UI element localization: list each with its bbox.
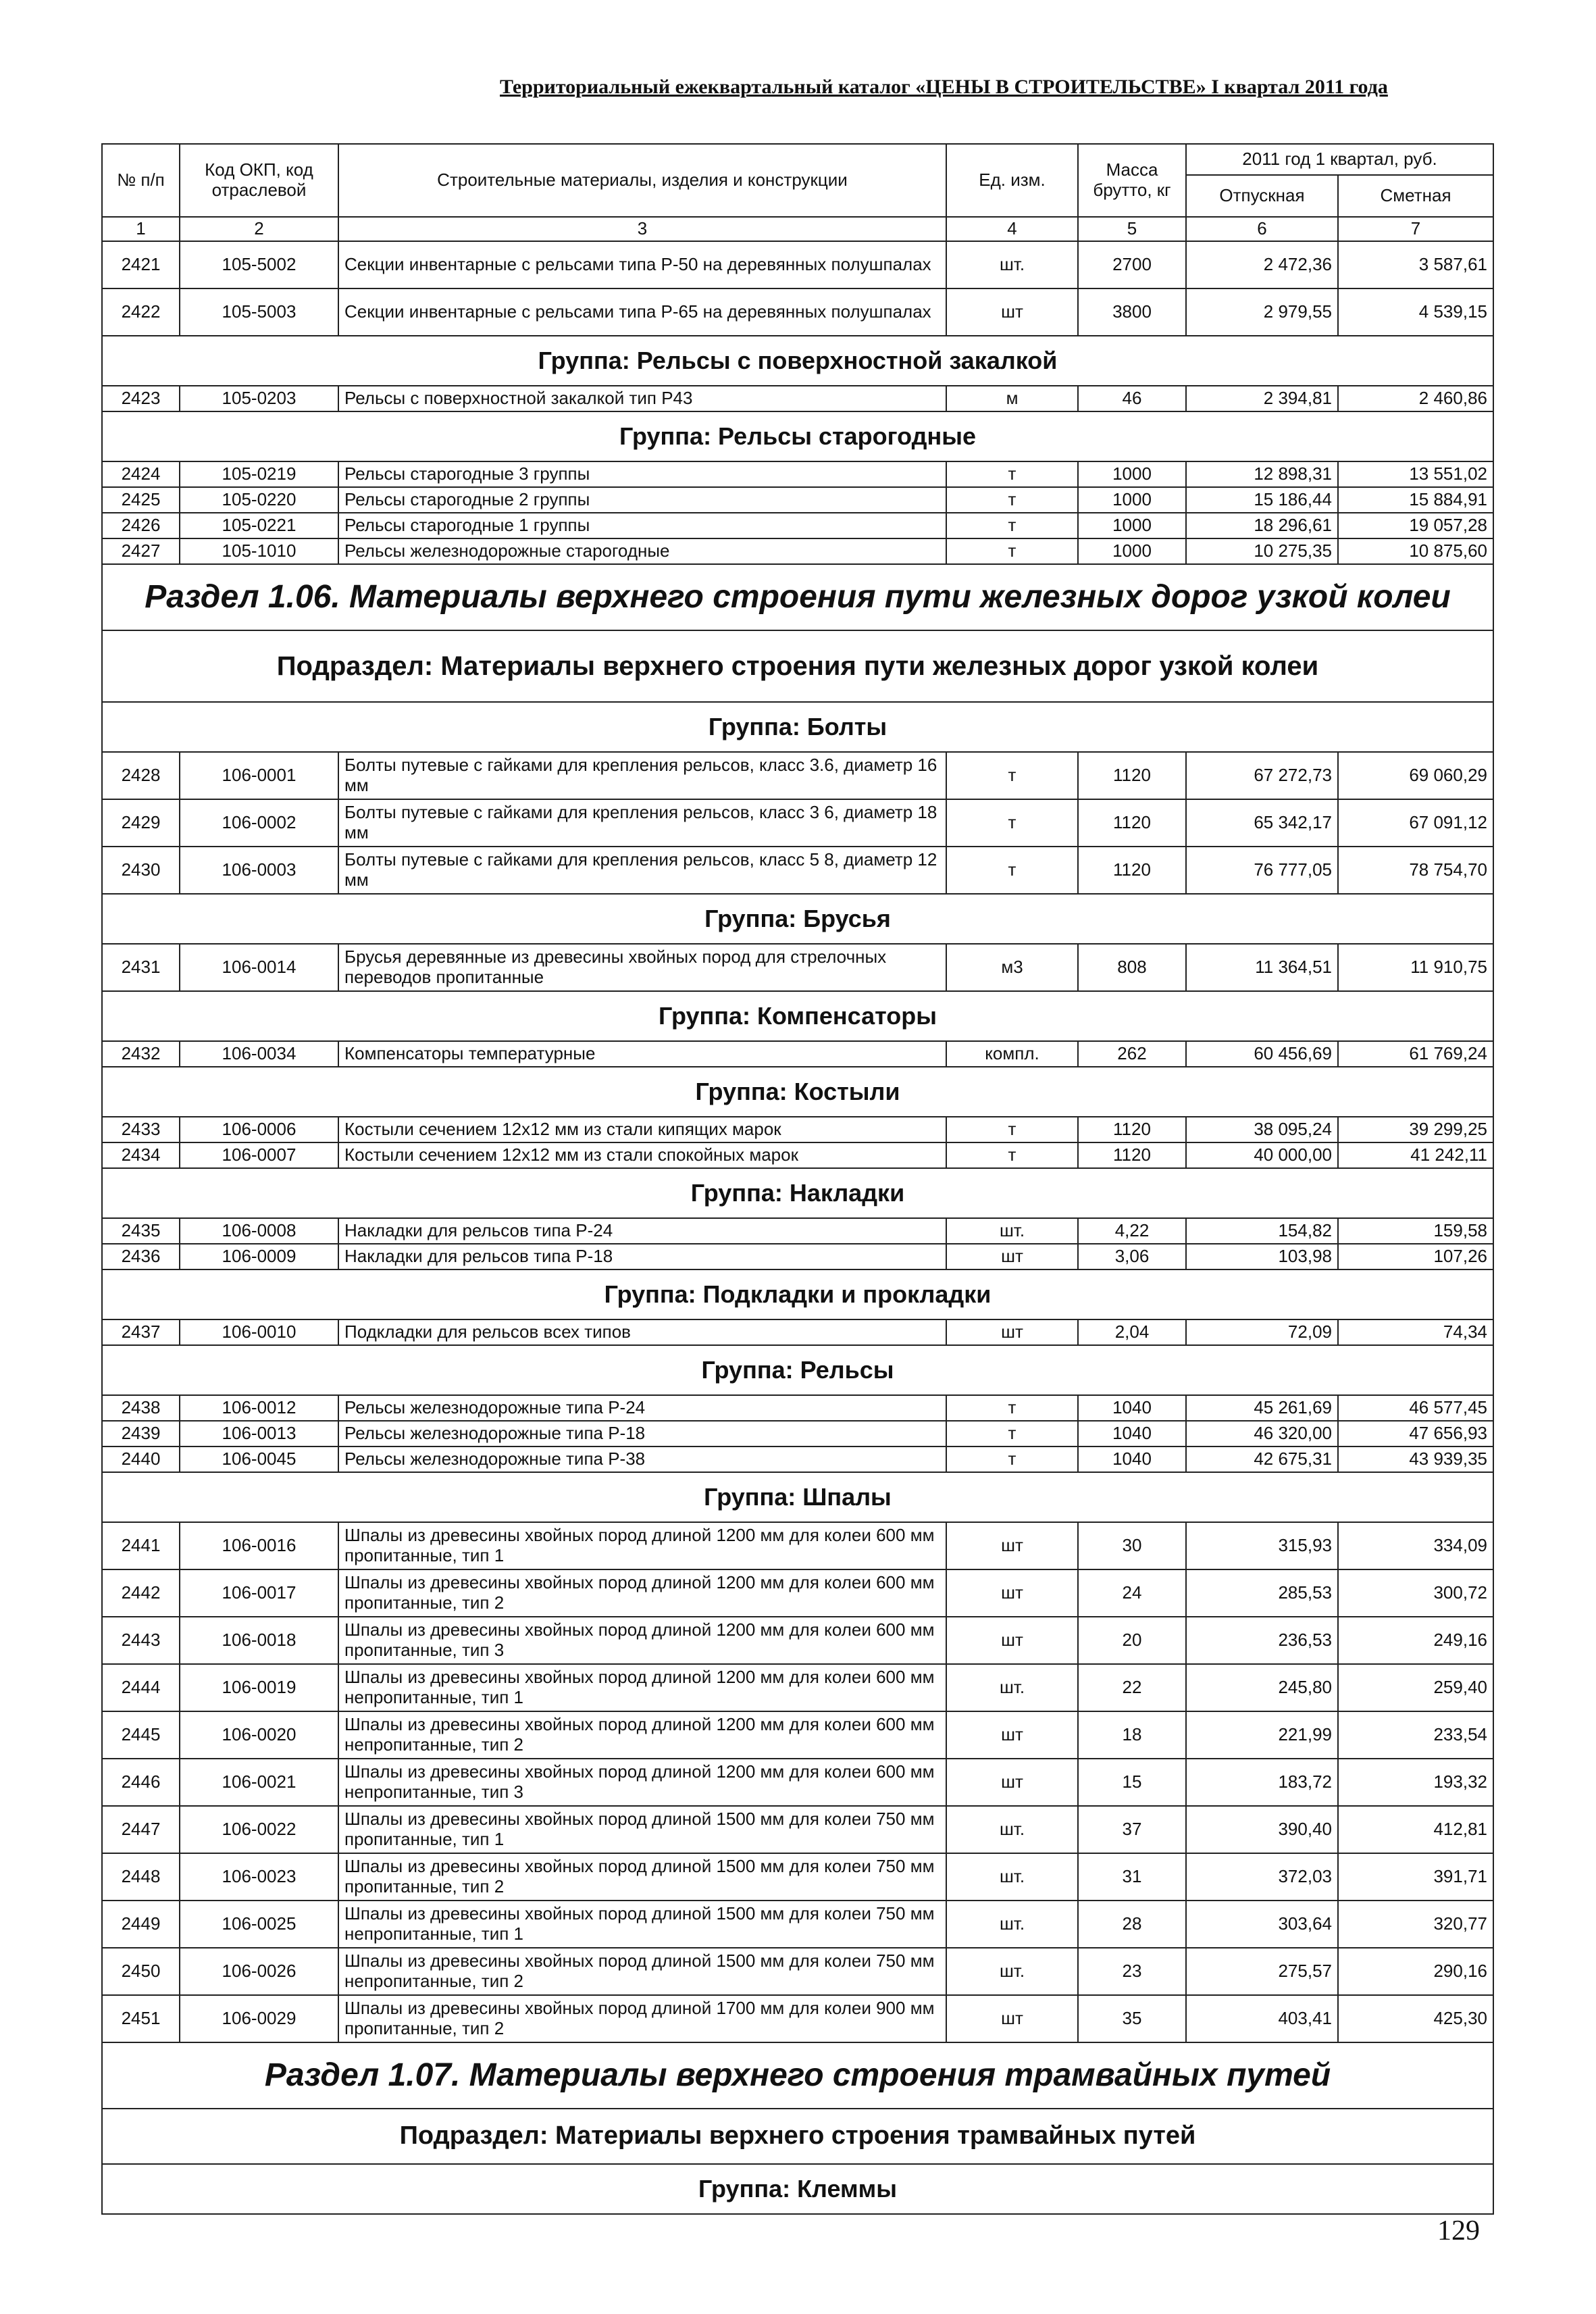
table-row [102, 944, 1493, 991]
row-name: Болты путевые с гайками для крепления рельсов, класс 3 6, диаметр 18 мм [338, 799, 946, 847]
row-number: 2425 [102, 487, 180, 513]
row-code: 106-0026 [180, 1948, 338, 1995]
row-price-wholesale: 183,72 [1186, 1759, 1338, 1806]
row-code: 106-0021 [180, 1759, 338, 1806]
row-code: 105-5003 [180, 288, 338, 336]
row-number: 2441 [102, 1522, 180, 1569]
row-number: 2443 [102, 1617, 180, 1664]
row-price-estimate: 3 587,61 [1338, 241, 1493, 288]
group-heading-row [102, 991, 1493, 1041]
row-name: Шпалы из древесины хвойных пород длиной 1200 мм для колеи 600 мм пропитанные, тип 2 [338, 1569, 946, 1617]
table-row [102, 1522, 1493, 1569]
row-price-estimate: 334,09 [1338, 1522, 1493, 1569]
row-mass: 1120 [1078, 1117, 1186, 1142]
group-heading: Группа: Рельсы с поверхностной закалкой [102, 336, 1493, 386]
row-price-estimate: 10 875,60 [1338, 538, 1493, 564]
row-name: Подкладки для рельсов всех типов [338, 1319, 946, 1345]
row-price-wholesale: 10 275,35 [1186, 538, 1338, 564]
row-number: 2435 [102, 1218, 180, 1244]
row-name: Шпалы из древесины хвойных пород длиной 1200 мм для колеи 600 мм непропитанные, тип 3 [338, 1759, 946, 1806]
col-number: 3 [338, 217, 946, 241]
row-price-wholesale: 372,03 [1186, 1853, 1338, 1901]
row-price-wholesale: 403,41 [1186, 1995, 1338, 2042]
row-mass: 28 [1078, 1901, 1186, 1948]
row-price-wholesale: 221,99 [1186, 1711, 1338, 1759]
row-number: 2442 [102, 1569, 180, 1617]
row-price-estimate: 39 299,25 [1338, 1117, 1493, 1142]
row-number: 2428 [102, 752, 180, 799]
table-row [102, 1421, 1493, 1447]
row-code: 106-0016 [180, 1522, 338, 1569]
row-number: 2449 [102, 1901, 180, 1948]
row-unit: шт. [946, 1948, 1078, 1995]
row-number: 2421 [102, 241, 180, 288]
group-heading: Группа: Костыли [102, 1067, 1493, 1117]
group-heading-row [102, 2164, 1493, 2214]
row-price-wholesale: 72,09 [1186, 1319, 1338, 1345]
row-name: Шпалы из древесины хвойных пород длиной 1500 мм для колеи 750 мм пропитанные, тип 1 [338, 1806, 946, 1853]
table-row [102, 1447, 1493, 1472]
row-unit: компл. [946, 1041, 1078, 1067]
row-price-estimate: 412,81 [1338, 1806, 1493, 1853]
row-code: 105-1010 [180, 538, 338, 564]
table-row [102, 1853, 1493, 1901]
table-row [102, 1142, 1493, 1168]
row-unit: т [946, 799, 1078, 847]
row-number: 2422 [102, 288, 180, 336]
row-number: 2427 [102, 538, 180, 564]
row-number: 2437 [102, 1319, 180, 1345]
table-row [102, 487, 1493, 513]
row-mass: 2,04 [1078, 1319, 1186, 1345]
row-code: 105-0219 [180, 461, 338, 487]
row-price-wholesale: 390,40 [1186, 1806, 1338, 1853]
table-row [102, 1948, 1493, 1995]
table-row [102, 1759, 1493, 1806]
row-code: 106-0003 [180, 847, 338, 894]
row-name: Болты путевые с гайками для крепления рельсов, класс 5 8, диаметр 12 мм [338, 847, 946, 894]
row-code: 106-0045 [180, 1447, 338, 1472]
catalog-header: Территориальный ежеквартальный каталог «ЦЕНЫ В СТРОИТЕЛЬСТВЕ» I квартал 2011 года [500, 76, 1388, 98]
row-name: Шпалы из древесины хвойных пород длиной 1700 мм для колеи 900 мм пропитанные, тип 2 [338, 1995, 946, 2042]
row-mass: 1040 [1078, 1421, 1186, 1447]
row-unit: т [946, 1421, 1078, 1447]
row-price-wholesale: 303,64 [1186, 1901, 1338, 1948]
row-price-estimate: 4 539,15 [1338, 288, 1493, 336]
row-name: Рельсы старогодные 1 группы [338, 513, 946, 538]
row-number: 2439 [102, 1421, 180, 1447]
row-mass: 1120 [1078, 1142, 1186, 1168]
row-price-estimate: 47 656,93 [1338, 1421, 1493, 1447]
row-unit: т [946, 513, 1078, 538]
row-price-estimate: 290,16 [1338, 1948, 1493, 1995]
row-price-estimate: 11 910,75 [1338, 944, 1493, 991]
group-heading-row [102, 1345, 1493, 1395]
row-price-estimate: 46 577,45 [1338, 1395, 1493, 1421]
section-heading-row [102, 564, 1493, 630]
group-heading: Группа: Шпалы [102, 1472, 1493, 1522]
row-price-wholesale: 103,98 [1186, 1244, 1338, 1269]
row-price-estimate: 249,16 [1338, 1617, 1493, 1664]
col-number: 6 [1186, 217, 1338, 241]
row-unit: т [946, 1447, 1078, 1472]
row-price-wholesale: 67 272,73 [1186, 752, 1338, 799]
row-mass: 35 [1078, 1995, 1186, 2042]
row-name: Костыли сечением 12х12 мм из стали спокойных марок [338, 1142, 946, 1168]
row-mass: 46 [1078, 386, 1186, 411]
row-mass: 1120 [1078, 752, 1186, 799]
row-number: 2438 [102, 1395, 180, 1421]
col-number: 2 [180, 217, 338, 241]
row-name: Шпалы из древесины хвойных пород длиной 1200 мм для колеи 600 мм пропитанные, тип 3 [338, 1617, 946, 1664]
row-number: 2447 [102, 1806, 180, 1853]
row-mass: 1000 [1078, 513, 1186, 538]
row-code: 106-0023 [180, 1853, 338, 1901]
table-body [102, 241, 1493, 2214]
row-mass: 15 [1078, 1759, 1186, 1806]
row-number: 2429 [102, 799, 180, 847]
row-name: Шпалы из древесины хвойных пород длиной 1500 мм для колеи 750 мм непропитанные, тип 2 [338, 1948, 946, 1995]
row-unit: т [946, 847, 1078, 894]
row-price-estimate: 2 460,86 [1338, 386, 1493, 411]
row-number: 2423 [102, 386, 180, 411]
row-price-wholesale: 18 296,61 [1186, 513, 1338, 538]
row-price-wholesale: 154,82 [1186, 1218, 1338, 1244]
row-number: 2432 [102, 1041, 180, 1067]
row-price-wholesale: 76 777,05 [1186, 847, 1338, 894]
row-number: 2444 [102, 1664, 180, 1711]
row-price-estimate: 74,34 [1338, 1319, 1493, 1345]
row-price-wholesale: 11 364,51 [1186, 944, 1338, 991]
row-price-estimate: 259,40 [1338, 1664, 1493, 1711]
section-heading: Раздел 1.07. Материалы верхнего строения трамвайных путей [102, 2042, 1493, 2109]
table-row [102, 1806, 1493, 1853]
section-heading-row [102, 2042, 1493, 2109]
table-row [102, 1569, 1493, 1617]
row-name: Рельсы старогодные 3 группы [338, 461, 946, 487]
subsection-heading-row [102, 2109, 1493, 2164]
row-unit: шт [946, 1617, 1078, 1664]
row-unit: шт. [946, 1901, 1078, 1948]
table-row [102, 1218, 1493, 1244]
col-number: 7 [1338, 217, 1493, 241]
col-header-name: Строительные материалы, изделия и конструкции [338, 144, 946, 217]
row-unit: шт. [946, 1806, 1078, 1853]
group-heading: Группа: Болты [102, 702, 1493, 752]
table-row [102, 1041, 1493, 1067]
row-code: 106-0017 [180, 1569, 338, 1617]
row-price-estimate: 69 060,29 [1338, 752, 1493, 799]
row-price-wholesale: 2 472,36 [1186, 241, 1338, 288]
row-name: Рельсы с поверхностной закалкой тип Р43 [338, 386, 946, 411]
table-row [102, 1319, 1493, 1345]
table-row [102, 799, 1493, 847]
row-price-wholesale: 275,57 [1186, 1948, 1338, 1995]
row-name: Секции инвентарные с рельсами типа Р-50 на деревянных полушпалах [338, 241, 946, 288]
row-mass: 1000 [1078, 538, 1186, 564]
row-number: 2431 [102, 944, 180, 991]
row-mass: 23 [1078, 1948, 1186, 1995]
row-code: 106-0034 [180, 1041, 338, 1067]
row-unit: шт [946, 1711, 1078, 1759]
row-name: Рельсы старогодные 2 группы [338, 487, 946, 513]
row-unit: шт [946, 1319, 1078, 1345]
table-row [102, 513, 1493, 538]
row-code: 106-0007 [180, 1142, 338, 1168]
row-code: 106-0008 [180, 1218, 338, 1244]
col-number: 4 [946, 217, 1078, 241]
row-mass: 1000 [1078, 461, 1186, 487]
row-unit: шт. [946, 1218, 1078, 1244]
row-price-wholesale: 46 320,00 [1186, 1421, 1338, 1447]
row-name: Рельсы железнодорожные старогодные [338, 538, 946, 564]
row-price-wholesale: 315,93 [1186, 1522, 1338, 1569]
row-unit: шт. [946, 241, 1078, 288]
row-unit: шт. [946, 1853, 1078, 1901]
row-mass: 1040 [1078, 1447, 1186, 1472]
row-mass: 24 [1078, 1569, 1186, 1617]
row-number: 2451 [102, 1995, 180, 2042]
row-mass: 808 [1078, 944, 1186, 991]
row-code: 105-0220 [180, 487, 338, 513]
page-number: 129 [1437, 2215, 1480, 2246]
subsection-heading: Подраздел: Материалы верхнего строения трамвайных путей [102, 2109, 1493, 2164]
table-row [102, 1901, 1493, 1948]
row-price-wholesale: 38 095,24 [1186, 1117, 1338, 1142]
row-name: Шпалы из древесины хвойных пород длиной 1500 мм для колеи 750 мм пропитанные, тип 2 [338, 1853, 946, 1901]
row-number: 2430 [102, 847, 180, 894]
group-heading-row [102, 411, 1493, 461]
row-code: 106-0019 [180, 1664, 338, 1711]
table-row [102, 241, 1493, 288]
row-unit: т [946, 538, 1078, 564]
row-name: Шпалы из древесины хвойных пород длиной 1200 мм для колеи 600 мм непропитанные, тип 2 [338, 1711, 946, 1759]
row-unit: шт [946, 288, 1078, 336]
group-heading-row [102, 336, 1493, 386]
row-price-wholesale: 60 456,69 [1186, 1041, 1338, 1067]
row-code: 105-0203 [180, 386, 338, 411]
row-price-estimate: 107,26 [1338, 1244, 1493, 1269]
row-number: 2436 [102, 1244, 180, 1269]
row-unit: шт [946, 1569, 1078, 1617]
col-header-mass: Масса брутто, кг [1078, 144, 1186, 217]
row-price-wholesale: 15 186,44 [1186, 487, 1338, 513]
col-header-price-wholesale: Отпускная [1186, 175, 1338, 217]
row-mass: 20 [1078, 1617, 1186, 1664]
row-price-wholesale: 236,53 [1186, 1617, 1338, 1664]
row-price-estimate: 233,54 [1338, 1711, 1493, 1759]
col-header-code: Код ОКП, код отраслевой [180, 144, 338, 217]
row-mass: 22 [1078, 1664, 1186, 1711]
row-unit: шт. [946, 1664, 1078, 1711]
row-code: 106-0018 [180, 1617, 338, 1664]
row-number: 2424 [102, 461, 180, 487]
row-price-estimate: 320,77 [1338, 1901, 1493, 1948]
row-unit: шт [946, 1995, 1078, 2042]
row-number: 2440 [102, 1447, 180, 1472]
group-heading-row [102, 894, 1493, 944]
row-unit: т [946, 1395, 1078, 1421]
row-code: 105-0221 [180, 513, 338, 538]
row-price-estimate: 67 091,12 [1338, 799, 1493, 847]
row-unit: т [946, 1117, 1078, 1142]
table-row [102, 386, 1493, 411]
row-mass: 37 [1078, 1806, 1186, 1853]
row-code: 106-0022 [180, 1806, 338, 1853]
row-mass: 18 [1078, 1711, 1186, 1759]
group-heading-row [102, 1269, 1493, 1319]
row-price-wholesale: 12 898,31 [1186, 461, 1338, 487]
row-number: 2446 [102, 1759, 180, 1806]
row-mass: 1040 [1078, 1395, 1186, 1421]
row-price-estimate: 43 939,35 [1338, 1447, 1493, 1472]
row-mass: 1120 [1078, 847, 1186, 894]
group-heading: Группа: Компенсаторы [102, 991, 1493, 1041]
table-row [102, 288, 1493, 336]
row-price-estimate: 300,72 [1338, 1569, 1493, 1617]
group-heading: Группа: Подкладки и прокладки [102, 1269, 1493, 1319]
table-row [102, 461, 1493, 487]
row-price-estimate: 19 057,28 [1338, 513, 1493, 538]
row-mass: 3,06 [1078, 1244, 1186, 1269]
row-price-estimate: 78 754,70 [1338, 847, 1493, 894]
row-code: 106-0006 [180, 1117, 338, 1142]
row-unit: шт [946, 1244, 1078, 1269]
section-heading: Раздел 1.06. Материалы верхнего строения пути железных дорог узкой колеи [102, 564, 1493, 630]
row-unit: шт [946, 1759, 1078, 1806]
row-code: 106-0020 [180, 1711, 338, 1759]
row-number: 2448 [102, 1853, 180, 1901]
row-number: 2434 [102, 1142, 180, 1168]
row-price-wholesale: 285,53 [1186, 1569, 1338, 1617]
row-name: Накладки для рельсов типа Р-18 [338, 1244, 946, 1269]
row-unit: т [946, 461, 1078, 487]
row-price-wholesale: 245,80 [1186, 1664, 1338, 1711]
col-header-period: 2011 год 1 квартал, руб. [1186, 144, 1493, 175]
row-price-wholesale: 65 342,17 [1186, 799, 1338, 847]
table-row [102, 1995, 1493, 2042]
group-heading: Группа: Клеммы [102, 2164, 1493, 2214]
row-number: 2433 [102, 1117, 180, 1142]
row-code: 106-0009 [180, 1244, 338, 1269]
row-mass: 30 [1078, 1522, 1186, 1569]
row-number: 2450 [102, 1948, 180, 1995]
price-table [101, 143, 1494, 2215]
table-row [102, 752, 1493, 799]
col-header-unit: Ед. изм. [946, 144, 1078, 217]
row-name: Брусья деревянные из древесины хвойных пород для стрелочных переводов пропитанные [338, 944, 946, 991]
col-number: 1 [102, 217, 180, 241]
row-price-estimate: 61 769,24 [1338, 1041, 1493, 1067]
col-header-num: № п/п [102, 144, 180, 217]
table-row [102, 1617, 1493, 1664]
table-row [102, 538, 1493, 564]
row-name: Рельсы железнодорожные типа Р-38 [338, 1447, 946, 1472]
table-row [102, 1664, 1493, 1711]
row-unit: т [946, 752, 1078, 799]
row-mass: 4,22 [1078, 1218, 1186, 1244]
row-unit: т [946, 1142, 1078, 1168]
row-name: Болты путевые с гайками для крепления рельсов, класс 3.6, диаметр 16 мм [338, 752, 946, 799]
row-price-estimate: 193,32 [1338, 1759, 1493, 1806]
row-name: Шпалы из древесины хвойных пород длиной 1200 мм для колеи 600 мм непропитанные, тип 1 [338, 1664, 946, 1711]
row-price-wholesale: 42 675,31 [1186, 1447, 1338, 1472]
table-row [102, 1711, 1493, 1759]
row-code: 106-0014 [180, 944, 338, 991]
row-name: Рельсы железнодорожные типа Р-24 [338, 1395, 946, 1421]
subsection-heading-row [102, 630, 1493, 702]
row-code: 106-0002 [180, 799, 338, 847]
group-heading: Группа: Рельсы [102, 1345, 1493, 1395]
row-mass: 1120 [1078, 799, 1186, 847]
table-row [102, 847, 1493, 894]
row-price-estimate: 41 242,11 [1338, 1142, 1493, 1168]
row-code: 106-0025 [180, 1901, 338, 1948]
group-heading-row [102, 1067, 1493, 1117]
group-heading-row [102, 702, 1493, 752]
row-price-wholesale: 2 979,55 [1186, 288, 1338, 336]
row-mass: 3800 [1078, 288, 1186, 336]
row-unit: т [946, 487, 1078, 513]
row-code: 106-0013 [180, 1421, 338, 1447]
row-name: Костыли сечением 12х12 мм из стали кипящих марок [338, 1117, 946, 1142]
col-header-price-estimate: Сметная [1338, 175, 1493, 217]
row-mass: 262 [1078, 1041, 1186, 1067]
row-unit: шт [946, 1522, 1078, 1569]
row-code: 106-0012 [180, 1395, 338, 1421]
table-row [102, 1395, 1493, 1421]
row-number: 2445 [102, 1711, 180, 1759]
row-name: Шпалы из древесины хвойных пород длиной 1200 мм для колеи 600 мм пропитанные, тип 1 [338, 1522, 946, 1569]
row-price-estimate: 13 551,02 [1338, 461, 1493, 487]
row-code: 106-0029 [180, 1995, 338, 2042]
group-heading: Группа: Рельсы старогодные [102, 411, 1493, 461]
row-code: 106-0001 [180, 752, 338, 799]
group-heading: Группа: Накладки [102, 1168, 1493, 1218]
row-price-wholesale: 40 000,00 [1186, 1142, 1338, 1168]
group-heading-row [102, 1472, 1493, 1522]
row-name: Шпалы из древесины хвойных пород длиной 1500 мм для колеи 750 мм непропитанные, тип 1 [338, 1901, 946, 1948]
row-name: Накладки для рельсов типа Р-24 [338, 1218, 946, 1244]
row-mass: 2700 [1078, 241, 1186, 288]
row-price-estimate: 425,30 [1338, 1995, 1493, 2042]
table-row [102, 1244, 1493, 1269]
row-name: Компенсаторы температурные [338, 1041, 946, 1067]
row-price-estimate: 159,58 [1338, 1218, 1493, 1244]
row-unit: м3 [946, 944, 1078, 991]
col-number: 5 [1078, 217, 1186, 241]
row-price-estimate: 391,71 [1338, 1853, 1493, 1901]
row-unit: м [946, 386, 1078, 411]
row-mass: 31 [1078, 1853, 1186, 1901]
row-price-estimate: 15 884,91 [1338, 487, 1493, 513]
table-row [102, 1117, 1493, 1142]
group-heading: Группа: Брусья [102, 894, 1493, 944]
group-heading-row [102, 1168, 1493, 1218]
row-name: Рельсы железнодорожные типа Р-18 [338, 1421, 946, 1447]
row-code: 106-0010 [180, 1319, 338, 1345]
row-name: Секции инвентарные с рельсами типа Р-65 на деревянных полушпалах [338, 288, 946, 336]
row-price-wholesale: 45 261,69 [1186, 1395, 1338, 1421]
row-mass: 1000 [1078, 487, 1186, 513]
row-number: 2426 [102, 513, 180, 538]
subsection-heading: Подраздел: Материалы верхнего строения пути железных дорог узкой колеи [102, 630, 1493, 702]
row-price-wholesale: 2 394,81 [1186, 386, 1338, 411]
row-code: 105-5002 [180, 241, 338, 288]
